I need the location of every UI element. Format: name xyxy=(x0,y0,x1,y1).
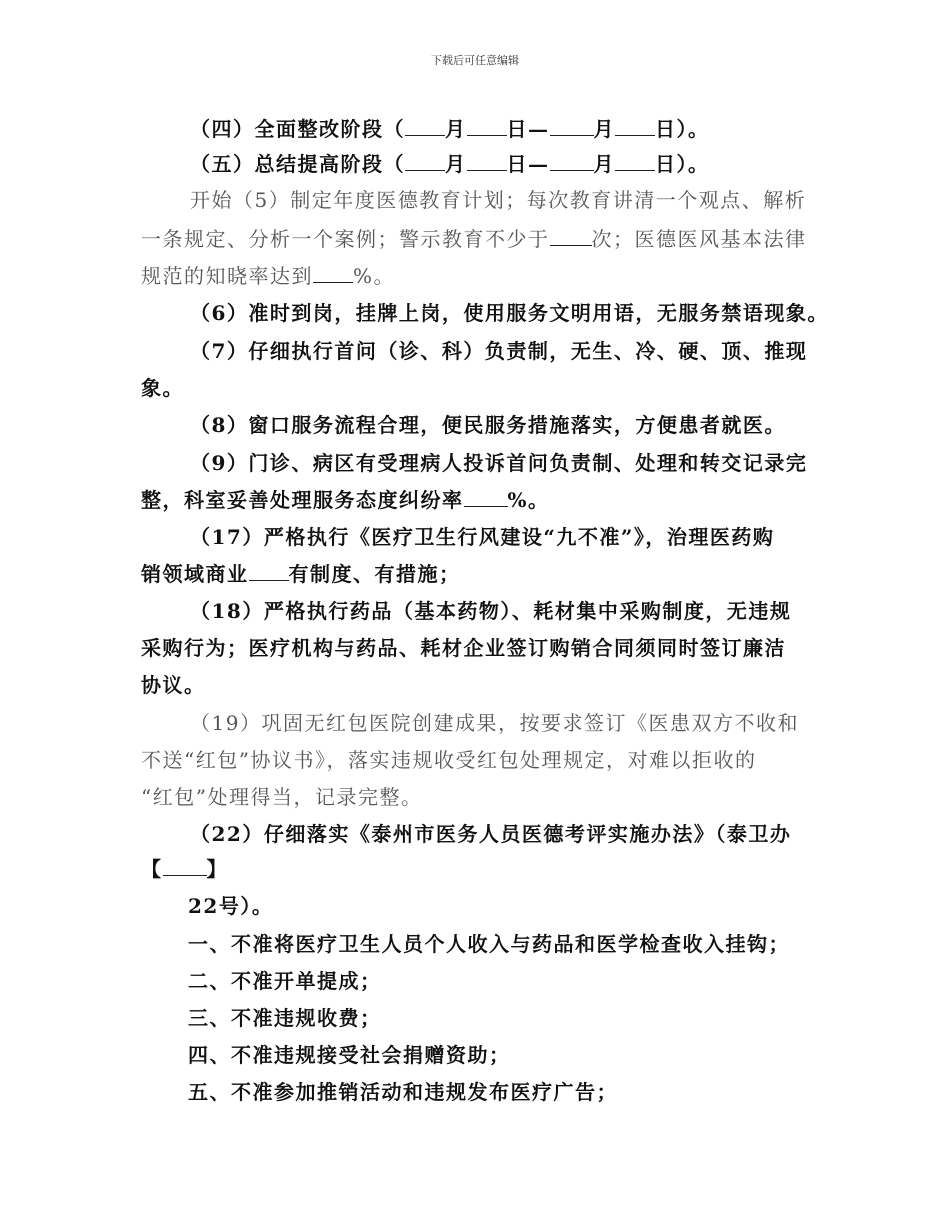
text-segment: 整，科室妥善处理服务态度纠纷率 xyxy=(141,488,464,512)
text-segment: %。 xyxy=(507,488,550,512)
item-18-line-1: （18）严格执行药品（基本药物）、耗材集中采购制度，无违规 xyxy=(190,599,792,623)
text-segment: 有制度、有措施； xyxy=(288,562,461,586)
rule-5-line: 五、不准参加推销活动和违规发布医疗广告； xyxy=(188,1080,618,1104)
item-5-line-1: 开始（5）制定年度医德教育计划；每次教育讲清一个观点、解析 xyxy=(190,188,807,212)
blank-day-start xyxy=(467,152,507,171)
blank-day-start xyxy=(467,117,507,136)
item-19-line-3: “红包”处理得当，记录完整。 xyxy=(141,785,423,809)
day-dash-text: 日— xyxy=(506,117,550,141)
item-7-line-1: （7）仔细执行首问（诊、科）负责制，无生、冷、硬、顶、推现 xyxy=(190,339,808,363)
text-segment: 销领域商业 xyxy=(141,562,249,586)
item-22-line-2 xyxy=(141,856,228,882)
bracket-open: 【 xyxy=(141,857,163,881)
item-6-line: （6）准时到岗，挂牌上岗，使用服务文明用语，无服务禁语现象。 xyxy=(190,301,829,325)
stage-4-label: （四）全面整改阶段（ xyxy=(190,117,405,141)
blank-day-end xyxy=(615,117,655,136)
stage-5-line xyxy=(190,151,710,177)
blank-month-end xyxy=(550,117,594,136)
text-segment: 一条规定、分析一个案例；警示教育不少于 xyxy=(141,227,550,251)
blank-month-end xyxy=(550,152,594,171)
month-text: 月 xyxy=(593,117,615,141)
stage-4-line xyxy=(190,116,710,142)
item-5-line-3 xyxy=(141,263,395,289)
item-22-line-3: 22号）。 xyxy=(188,894,274,918)
month-text: 月 xyxy=(445,117,467,141)
blank-month-start xyxy=(405,152,445,171)
item-5-line-2 xyxy=(141,226,807,252)
blank-count xyxy=(550,227,592,246)
item-19-line-1: （19）巩固无红包医院创建成果，按要求签订《医患双方不收和 xyxy=(190,711,799,735)
month-text: 月 xyxy=(445,152,467,176)
item-18-line-3: 协议。 xyxy=(141,673,206,697)
item-19-line-2: 不送“红包”协议书》，落实违规收受红包处理规定，对难以拒收的 xyxy=(141,748,757,772)
item-18-line-2: 采购行为；医疗机构与药品、耗材企业签订购销合同须同时签订廉洁 xyxy=(141,636,786,660)
item-17-line-2 xyxy=(141,561,461,587)
blank-doc-number xyxy=(163,857,207,876)
rule-2-line: 二、不准开单提成； xyxy=(188,969,382,993)
blank-rate xyxy=(313,264,353,283)
text-segment: 规范的知晓率达到 xyxy=(141,264,313,288)
day-end-text: 日）。 xyxy=(655,152,710,176)
item-17-line-1: （17）严格执行《医疗卫生行风建设“九不准”》，治理医药购 xyxy=(190,525,775,549)
text-segment: %。 xyxy=(353,264,396,288)
blank-rate xyxy=(464,488,508,507)
item-22-line-1: （22）仔细落实《泰州市医务人员医德考评实施办法》（泰卫办 xyxy=(190,822,792,846)
blank-month-start xyxy=(405,117,445,136)
item-9-line-1: （9）门诊、病区有受理病人投诉首问负责制、处理和转交记录完 xyxy=(190,451,808,475)
text-segment: 次；医德医风基本法律 xyxy=(591,227,807,251)
day-end-text: 日）。 xyxy=(655,117,710,141)
item-9-line-2 xyxy=(141,487,550,513)
month-text: 月 xyxy=(593,152,615,176)
rule-4-line: 四、不准违规接受社会捐赠资助； xyxy=(188,1043,511,1067)
blank-commerce xyxy=(249,562,289,581)
item-7-line-2: 象。 xyxy=(141,376,184,400)
page-header: 下载后可任意编辑 xyxy=(431,54,519,67)
item-8-line: （8）窗口服务流程合理，便民服务措施落实，方便患者就医。 xyxy=(190,413,786,437)
stage-5-label: （五）总结提高阶段（ xyxy=(190,152,405,176)
rule-3-line: 三、不准违规收费； xyxy=(188,1006,382,1030)
bracket-close: 】 xyxy=(206,857,228,881)
rule-1-line: 一、不准将医疗卫生人员个人收入与药品和医学检查收入挂钩； xyxy=(188,932,790,956)
day-dash-text: 日— xyxy=(506,152,550,176)
blank-day-end xyxy=(615,152,655,171)
